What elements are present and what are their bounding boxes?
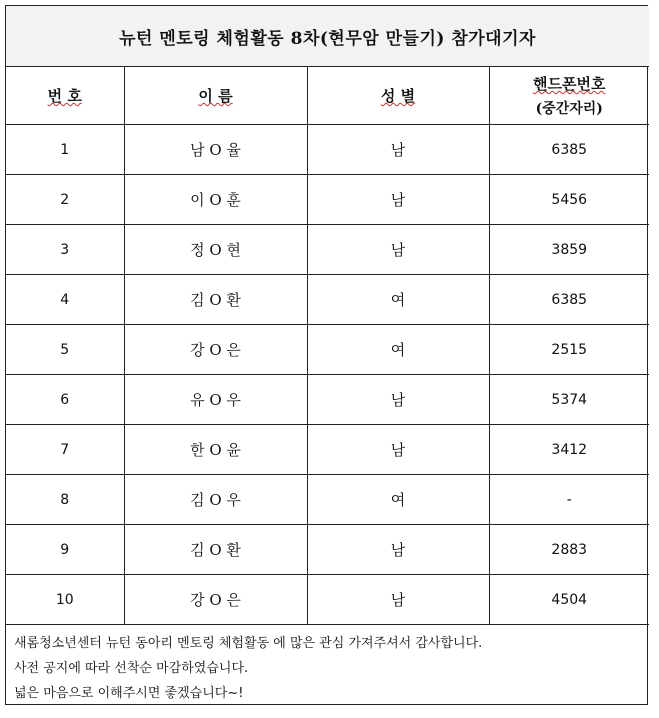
row-phone: 6385 xyxy=(489,125,649,175)
header-row xyxy=(6,67,649,125)
table-row xyxy=(6,575,649,625)
row-name: 김 O 환 xyxy=(124,275,307,325)
row-name: 김 O 환 xyxy=(124,525,307,575)
document-title: 뉴턴 멘토링 체험활동 8차(현무암 만들기) 참가대기자 xyxy=(6,6,649,67)
header-number: 번 호 xyxy=(6,67,124,125)
table-row xyxy=(6,275,649,325)
table-row xyxy=(6,125,649,175)
row-phone: 5374 xyxy=(489,375,649,425)
row-name: 이 O 훈 xyxy=(124,175,307,225)
row-name: 강 O 은 xyxy=(124,325,307,375)
header-name: 이 름 xyxy=(124,67,307,125)
header-phone: 핸드폰번호 (중간자리) xyxy=(489,67,649,125)
row-number: 9 xyxy=(6,525,124,575)
table-row xyxy=(6,375,649,425)
row-number: 4 xyxy=(6,275,124,325)
table-row xyxy=(6,325,649,375)
row-phone: 2515 xyxy=(489,325,649,375)
row-phone: 3859 xyxy=(489,225,649,275)
row-number: 8 xyxy=(6,475,124,525)
row-gender: 여 xyxy=(307,275,489,325)
row-phone: 4504 xyxy=(489,575,649,625)
row-number: 3 xyxy=(6,225,124,275)
row-name: 김 O 우 xyxy=(124,475,307,525)
row-phone: 3412 xyxy=(489,425,649,475)
row-name: 강 O 은 xyxy=(124,575,307,625)
row-gender: 남 xyxy=(307,525,489,575)
row-gender: 남 xyxy=(307,225,489,275)
notice-line: 넓은 마음으로 이해주시면 좋겠습니다~! xyxy=(14,686,244,701)
table-row xyxy=(6,425,649,475)
row-gender: 남 xyxy=(307,375,489,425)
row-gender: 여 xyxy=(307,475,489,525)
table-row xyxy=(6,175,649,225)
notice-box xyxy=(6,625,649,713)
table-row xyxy=(6,225,649,275)
row-phone: 6385 xyxy=(489,275,649,325)
row-name: 한 O 윤 xyxy=(124,425,307,475)
row-gender: 남 xyxy=(307,125,489,175)
row-number: 1 xyxy=(6,125,124,175)
row-gender: 남 xyxy=(307,175,489,225)
row-gender: 남 xyxy=(307,575,489,625)
header-gender: 성 별 xyxy=(307,67,489,125)
row-number: 6 xyxy=(6,375,124,425)
notice-line: 사전 공지에 따라 선착순 마감하였습니다. xyxy=(14,661,249,676)
row-number: 10 xyxy=(6,575,124,625)
row-number: 2 xyxy=(6,175,124,225)
row-gender: 여 xyxy=(307,325,489,375)
notice-line: 새롬청소년센터 뉴턴 동아리 멘토링 체험활동 에 많은 관심 가져주셔서 감사합니다. xyxy=(14,636,483,651)
row-phone: 5456 xyxy=(489,175,649,225)
waitlist-document xyxy=(5,5,648,705)
row-phone: - xyxy=(489,475,649,525)
row-name: 남 O 율 xyxy=(124,125,307,175)
row-phone: 2883 xyxy=(489,525,649,575)
waitlist-table xyxy=(6,6,649,712)
row-number: 7 xyxy=(6,425,124,475)
row-name: 유 O 우 xyxy=(124,375,307,425)
table-row xyxy=(6,475,649,525)
row-number: 5 xyxy=(6,325,124,375)
table-row xyxy=(6,525,649,575)
row-gender: 남 xyxy=(307,425,489,475)
row-name: 정 O 현 xyxy=(124,225,307,275)
